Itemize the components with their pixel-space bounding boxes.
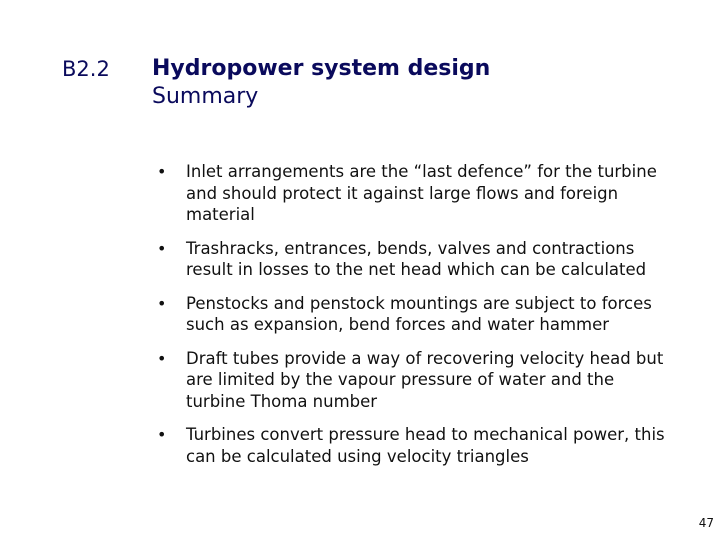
bullet-item bbox=[156, 293, 676, 336]
bullet-text: Inlet arrangements are the “last defence” for the turbine and should protect it against large flows and foreign material bbox=[186, 162, 657, 224]
bullet-item bbox=[156, 238, 676, 281]
bullet-list bbox=[156, 161, 676, 479]
bullet-icon: • bbox=[157, 348, 167, 368]
bullet-icon: • bbox=[157, 162, 167, 181]
section-number: B2.2 bbox=[62, 57, 110, 81]
bullet-item bbox=[156, 348, 676, 413]
bullet-icon: • bbox=[157, 238, 167, 258]
slide-title: Hydropower system design bbox=[152, 56, 491, 81]
title-block bbox=[152, 55, 490, 111]
bullet-item bbox=[156, 161, 676, 226]
page-number: 47 bbox=[698, 516, 714, 530]
bullet-text: Draft tubes provide a way of recovering velocity head but are limited by the vapour pressure of water and the turbine Thoma number bbox=[186, 348, 664, 411]
bullet-text: Turbines convert pressure head to mechanical power, this can be calculated using velocity triangles bbox=[186, 425, 665, 466]
bullet-icon: • bbox=[157, 425, 167, 444]
bullet-icon: • bbox=[157, 293, 167, 313]
bullet-item bbox=[156, 424, 676, 467]
slide-subtitle: Summary bbox=[152, 84, 259, 109]
bullet-text: Trashracks, entrances, bends, valves and contractions result in losses to the net head which can be calculated bbox=[186, 238, 647, 279]
bullet-text: Penstocks and penstock mountings are subject to forces such as expansion, bend forces and water hammer bbox=[186, 293, 652, 334]
